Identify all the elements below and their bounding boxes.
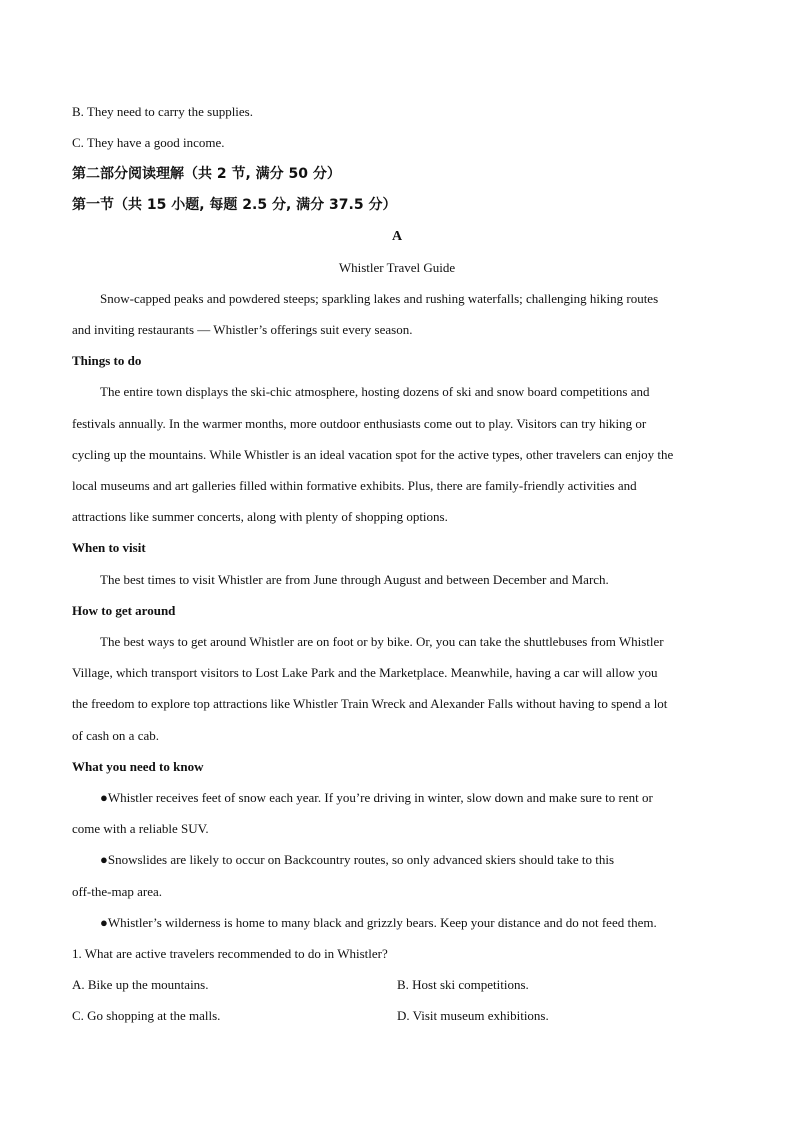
need-line: ●Whistler’s wilderness is home to many black and grizzly bears. Keep your distance and do not feed them.: [100, 915, 657, 930]
passage-title: Whistler Travel Guide: [338, 260, 456, 275]
things-heading: Things to do: [72, 353, 142, 368]
part2-header: 第二部分阅读理解（共 2 节, 满分 50 分）: [72, 166, 341, 182]
how-heading: How to get around: [72, 603, 176, 618]
question1-option-a: A. Bike up the mountains.: [72, 977, 209, 992]
need-line: off-the-map area.: [72, 884, 162, 899]
prev-option-c: C. They have a good income.: [72, 135, 225, 150]
things-line: attractions like summer concerts, along with plenty of shopping options.: [72, 509, 448, 524]
section1-header: 第一节（共 15 小题, 每题 2.5 分, 满分 37.5 分）: [72, 197, 397, 213]
intro-line: Snow-capped peaks and powdered steeps; sparkling lakes and rushing waterfalls; challenging hiking routes: [100, 291, 659, 306]
things-line: local museums and art galleries filled within formative exhibits. Plus, there are family-friendly activities and: [72, 478, 637, 493]
passage-letter: A: [391, 229, 403, 244]
things-line: cycling up the mountains. While Whistler is an ideal vacation spot for the active types, other travelers can enjoy the: [72, 447, 674, 462]
question1-option-b: B. Host ski competitions.: [397, 977, 529, 992]
when-line: The best times to visit Whistler are from June through August and between December and March.: [100, 572, 609, 587]
need-heading: What you need to know: [72, 759, 204, 774]
how-line: of cash on a cab.: [72, 728, 159, 743]
need-line: ●Snowslides are likely to occur on Backcountry routes, so only advanced skiers should take to this: [100, 852, 615, 867]
things-line: The entire town displays the ski-chic atmosphere, hosting dozens of ski and snow board competitions and: [100, 384, 650, 399]
how-line: The best ways to get around Whistler are on foot or by bike. Or, you can take the shuttlebuses from Whistler: [100, 634, 664, 649]
intro-line: and inviting restaurants — Whistler’s offerings suit every season.: [72, 322, 413, 337]
question1-option-c: C. Go shopping at the malls.: [72, 1008, 221, 1023]
when-heading: When to visit: [72, 540, 146, 555]
how-line: Village, which transport visitors to Lost Lake Park and the Marketplace. Meanwhile, having a car will allow you: [72, 665, 658, 680]
how-line: the freedom to explore top attractions like Whistler Train Wreck and Alexander Falls without having to spend a lot: [72, 696, 668, 711]
prev-option-b: B. They need to carry the supplies.: [72, 104, 253, 119]
things-line: festivals annually. In the warmer months, more outdoor enthusiasts come out to play. Visitors can try hiking or: [72, 416, 647, 431]
need-line: come with a reliable SUV.: [72, 821, 209, 836]
need-line: ●Whistler receives feet of snow each year. If you’re driving in winter, slow down and make sure to rent or: [100, 790, 653, 805]
question1-stem: 1. What are active travelers recommended to do in Whistler?: [72, 946, 388, 961]
question1-option-d: D. Visit museum exhibitions.: [397, 1008, 549, 1023]
